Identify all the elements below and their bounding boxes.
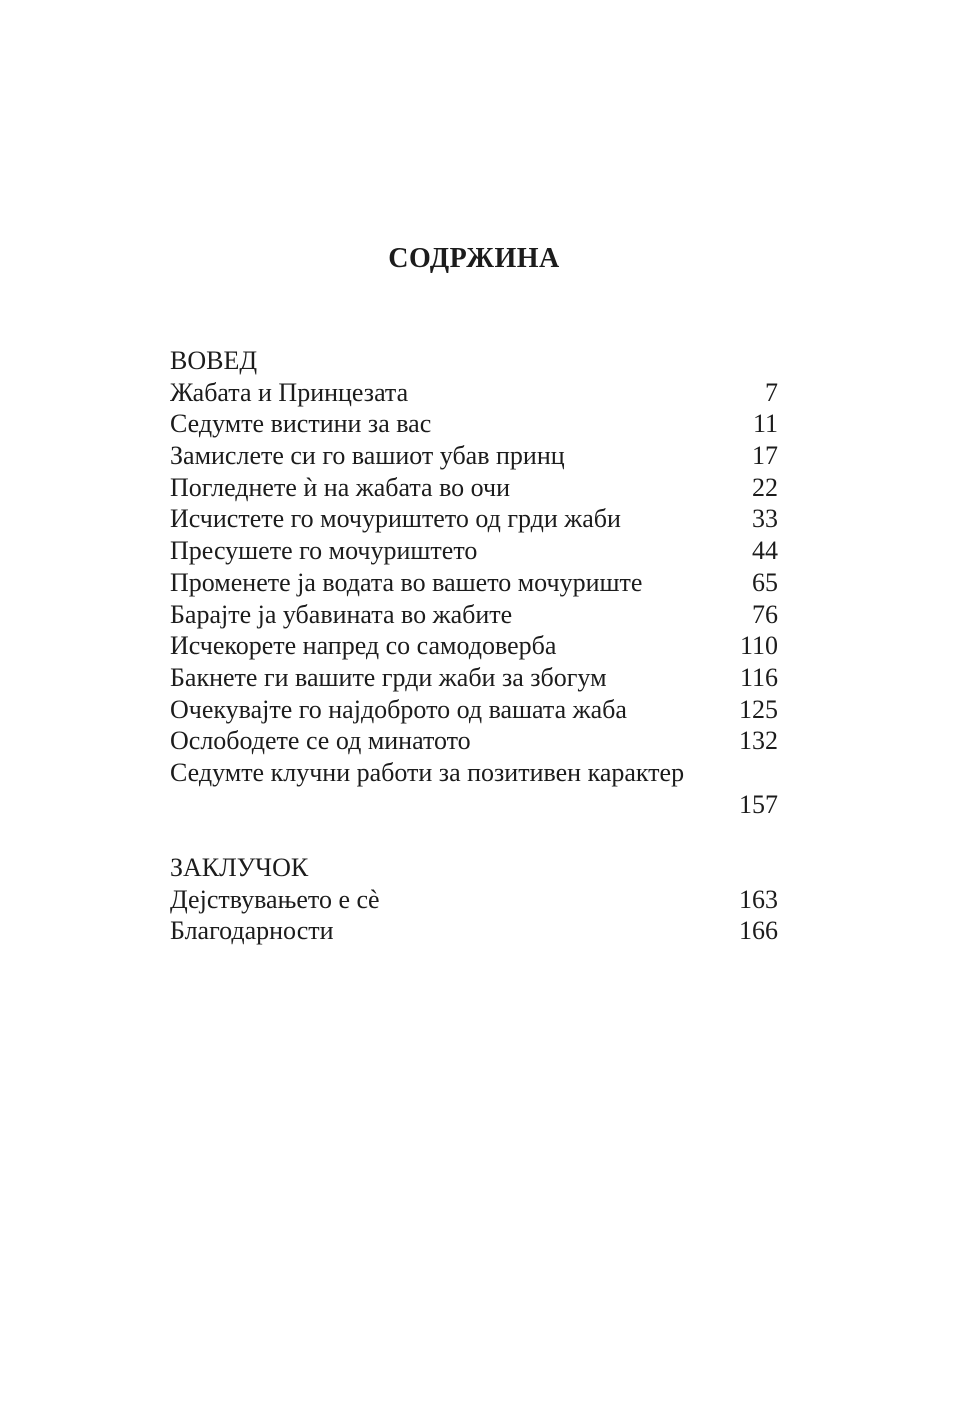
- toc-entry: [170, 377, 778, 409]
- toc-entry: [170, 884, 778, 916]
- section-heading-row: [170, 852, 778, 884]
- toc-entry-title: Променете ја водата во вашето мочуриште: [170, 567, 643, 597]
- toc-entry: [170, 915, 778, 947]
- toc-entry-page: 163: [739, 884, 778, 914]
- toc-entry-title: Исчекорете напред со самодоверба: [170, 631, 557, 661]
- toc-entry-page: 44: [752, 536, 778, 566]
- toc-entry-page: 11: [752, 409, 778, 439]
- toc-entry-title: Погледнете ѝ на жабата во очи: [170, 472, 510, 502]
- toc-entry-title: Дејствувањето е сѐ: [170, 884, 380, 914]
- toc-entry-title: Пресушете го мочуриштето: [170, 536, 478, 566]
- toc-entry: [170, 440, 778, 472]
- toc-entry: [170, 789, 778, 821]
- toc-entry-page: 110: [739, 631, 778, 661]
- toc-entry: [170, 725, 778, 757]
- toc-entry-title: Седумте клучни работи за позитивен карактер: [170, 757, 685, 787]
- section-heading: ВОВЕД: [170, 346, 258, 375]
- toc-entry-page: 76: [752, 599, 778, 629]
- toc-entry: [170, 694, 778, 726]
- toc-entry-title: Очекувајте го најдоброто од вашата жаба: [170, 694, 627, 724]
- toc-entry-title: Исчистете го мочуриштето од грди жаби: [170, 504, 621, 534]
- toc-entry-page: 125: [739, 694, 778, 724]
- toc-entry-title: Замислете си го вашиот убав принц: [170, 441, 565, 471]
- toc-entry-page: 157: [739, 789, 778, 819]
- toc-list: [170, 345, 778, 947]
- toc-entry: [170, 567, 778, 599]
- toc-entry-title: Жабата и Принцезата: [170, 377, 409, 407]
- toc-entry: [170, 408, 778, 440]
- toc-entry-page: 17: [752, 441, 778, 471]
- toc-entry-page: 7: [765, 377, 778, 407]
- toc-entry-title: Седумте вистини за вас: [170, 409, 432, 439]
- toc-entry-page: 132: [739, 726, 778, 756]
- toc-entry: [170, 757, 778, 789]
- toc-entry: [170, 599, 778, 631]
- toc-entry: [170, 630, 778, 662]
- section-heading-row: [170, 345, 778, 377]
- toc-entry: [170, 535, 778, 567]
- toc-entry-title: Барајте ја убавината во жабите: [170, 599, 513, 629]
- toc-entry: [170, 662, 778, 694]
- toc-entry-page: 166: [739, 916, 778, 946]
- section-spacer: [170, 820, 778, 852]
- toc-entry-page: 22: [752, 472, 778, 502]
- section-heading: ЗАКЛУЧОК: [170, 853, 309, 882]
- toc-entry-page: 33: [752, 504, 778, 534]
- toc-entry-page: 116: [739, 662, 778, 692]
- toc-entry-title: Благодарности: [170, 916, 334, 946]
- toc-entry: [170, 503, 778, 535]
- toc-entry-page: 65: [752, 567, 778, 597]
- toc-entry-title: Ослободете се од минатото: [170, 726, 471, 756]
- toc-entry-title: Бакнете ги вашите грди жаби за збогум: [170, 662, 607, 692]
- toc-entry: [170, 472, 778, 504]
- page-title: СОДРЖИНА: [388, 243, 560, 274]
